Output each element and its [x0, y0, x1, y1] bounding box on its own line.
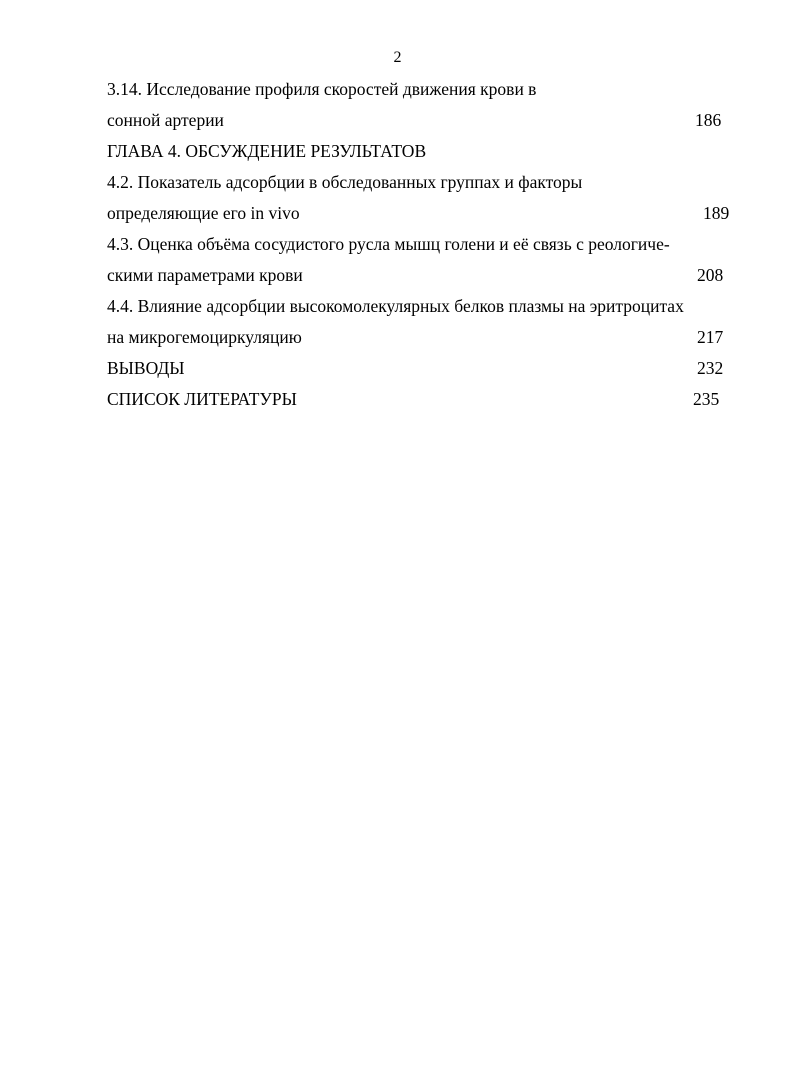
toc-entry-text: СПИСОК ЛИТЕРАТУРЫ — [107, 389, 297, 409]
toc-line — [107, 384, 731, 415]
toc-entry-text: сонной артерии — [107, 110, 224, 130]
toc-entry-text: 4.2. Показатель адсорбции в обследованных группах и факторы — [107, 172, 583, 192]
toc-entry-page: 186 — [695, 110, 722, 130]
toc-line — [107, 105, 731, 136]
toc-line — [107, 74, 731, 105]
toc-entry-page: 189 — [703, 203, 730, 223]
toc-entry-page: 217 — [697, 327, 724, 347]
toc-line — [107, 353, 731, 384]
page-number: 2 — [393, 49, 402, 66]
toc-entry-text: определяющие его in vivo — [107, 203, 300, 223]
toc-line — [107, 322, 731, 353]
toc-entry-text: ГЛАВА 4. ОБСУЖДЕНИЕ РЕЗУЛЬТАТОВ — [107, 141, 427, 161]
toc-entry-text: на микрогемоциркуляцию — [107, 327, 302, 347]
toc-entry-text: 3.14. Исследование профиля скоростей движения крови в — [107, 79, 537, 99]
toc-line — [107, 260, 731, 291]
toc-entry-text: скими параметрами крови — [107, 265, 303, 285]
toc-entry-page: 235 — [693, 389, 720, 409]
toc-line — [107, 229, 731, 260]
table-of-contents — [107, 74, 731, 415]
toc-entry-page: 232 — [697, 358, 724, 378]
toc-entry-text: ВЫВОДЫ — [107, 358, 185, 378]
toc-line — [107, 136, 731, 167]
toc-entry-text: 4.3. Оценка объёма сосудистого русла мышц голени и её связь с реологиче- — [107, 234, 670, 254]
toc-line — [107, 291, 731, 322]
toc-entry-page: 208 — [697, 265, 724, 285]
toc-line — [107, 198, 731, 229]
toc-entry-text: 4.4. Влияние адсорбции высокомолекулярных белков плазмы на эритроцитах — [107, 296, 684, 316]
toc-line — [107, 167, 731, 198]
